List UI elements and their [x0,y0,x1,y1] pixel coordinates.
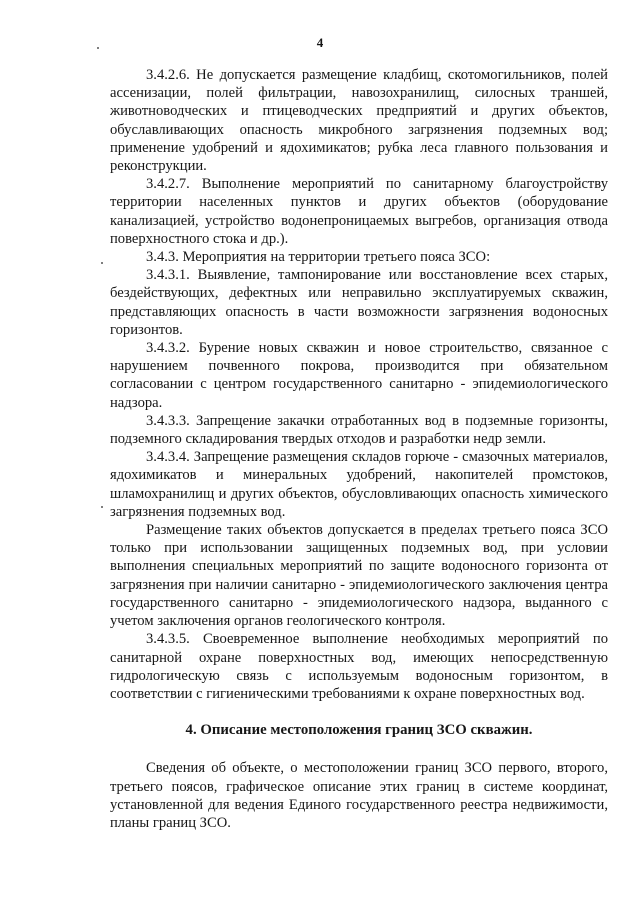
paragraph-3-4-2-6: 3.4.2.6. Не допускается размещение кладбищ, скотомогильников, полей ассенизации, полей фильтрации, навозохранилищ, силосных траншей, животноводческих и птицеводческих предприятий и других объектов, обуславливающих опасность микробного загрязнения подземных вод; применение удобрений и ядохимикатов; рубка леса главного пользования и реконструкции. [110,67,608,175]
paragraph-3-4-3-2: 3.4.3.2. Бурение новых скважин и новое строительство, связанное с нарушением почвенного покрова, производится при обязательном согласовании с центром государственного санитарно - эпидемиологического надзора. [110,340,608,411]
document-body [110,66,608,832]
paragraph-3-4-2-7: 3.4.2.7. Выполнение мероприятий по санитарному благоустройству территории населенных пунктов и других объектов (оборудование канализацией, устройство водонепроницаемых выгребов, организация отвода поверхностного стока и др.). [110,176,608,247]
page-number: 4 [316,35,324,50]
section-paragraph: Сведения об объекте, о местоположении границ ЗСО первого, второго, третьего поясов, графическое описание этих границ в системе координат, установленной для ведения Единого государственного реестра недвижимости, планы границ ЗСО. [110,760,608,831]
scan-speck [101,262,103,264]
paragraph-3-4-3: 3.4.3. Мероприятия на территории третьего пояса ЗСО: [146,249,491,266]
paragraph-placement-conditions: Размещение таких объектов допускается в пределах третьего пояса ЗСО только при использовании защищенных подземных вод, при условии выполнения специальных мероприятий по защите водоносного горизонта от загрязнения при наличии санитарно - эпидемиологического заключения центра государственного санитарно - эпидемиологического надзора, выданного с учетом заключения органов геологического контроля. [110,522,608,630]
paragraph-3-4-3-1: 3.4.3.1. Выявление, тампонирование или восстановление всех старых, бездействующих, дефектных или неправильно эксплуатируемых скважин, представляющих опасность в части возможности загрязнения водоносных горизонтов. [110,267,608,338]
paragraph-3-4-3-4: 3.4.3.4. Запрещение размещения складов горюче - смазочных материалов, ядохимикатов и минеральных удобрений, накопителей промстоков, шламохранилищ и других объектов, обусловливающих опасность химического загрязнения подземных вод. [110,449,608,520]
scan-speck [101,506,103,508]
section-heading: 4. Описание местоположения границ ЗСО скважин. [185,722,533,739]
paragraph-3-4-3-3: 3.4.3.3. Запрещение закачки отработанных вод в подземные горизонты, подземного складирования твердых отходов и разработки недр земли. [110,412,608,448]
paragraph-3-4-3-5: 3.4.3.5. Своевременное выполнение необходимых мероприятий по санитарной охране поверхностных вод, имеющих непосредственную гидрологическую связь с используемым водоносным горизонтом, в соответствии с гигиеническими требованиями к охране поверхностных вод. [110,631,608,702]
